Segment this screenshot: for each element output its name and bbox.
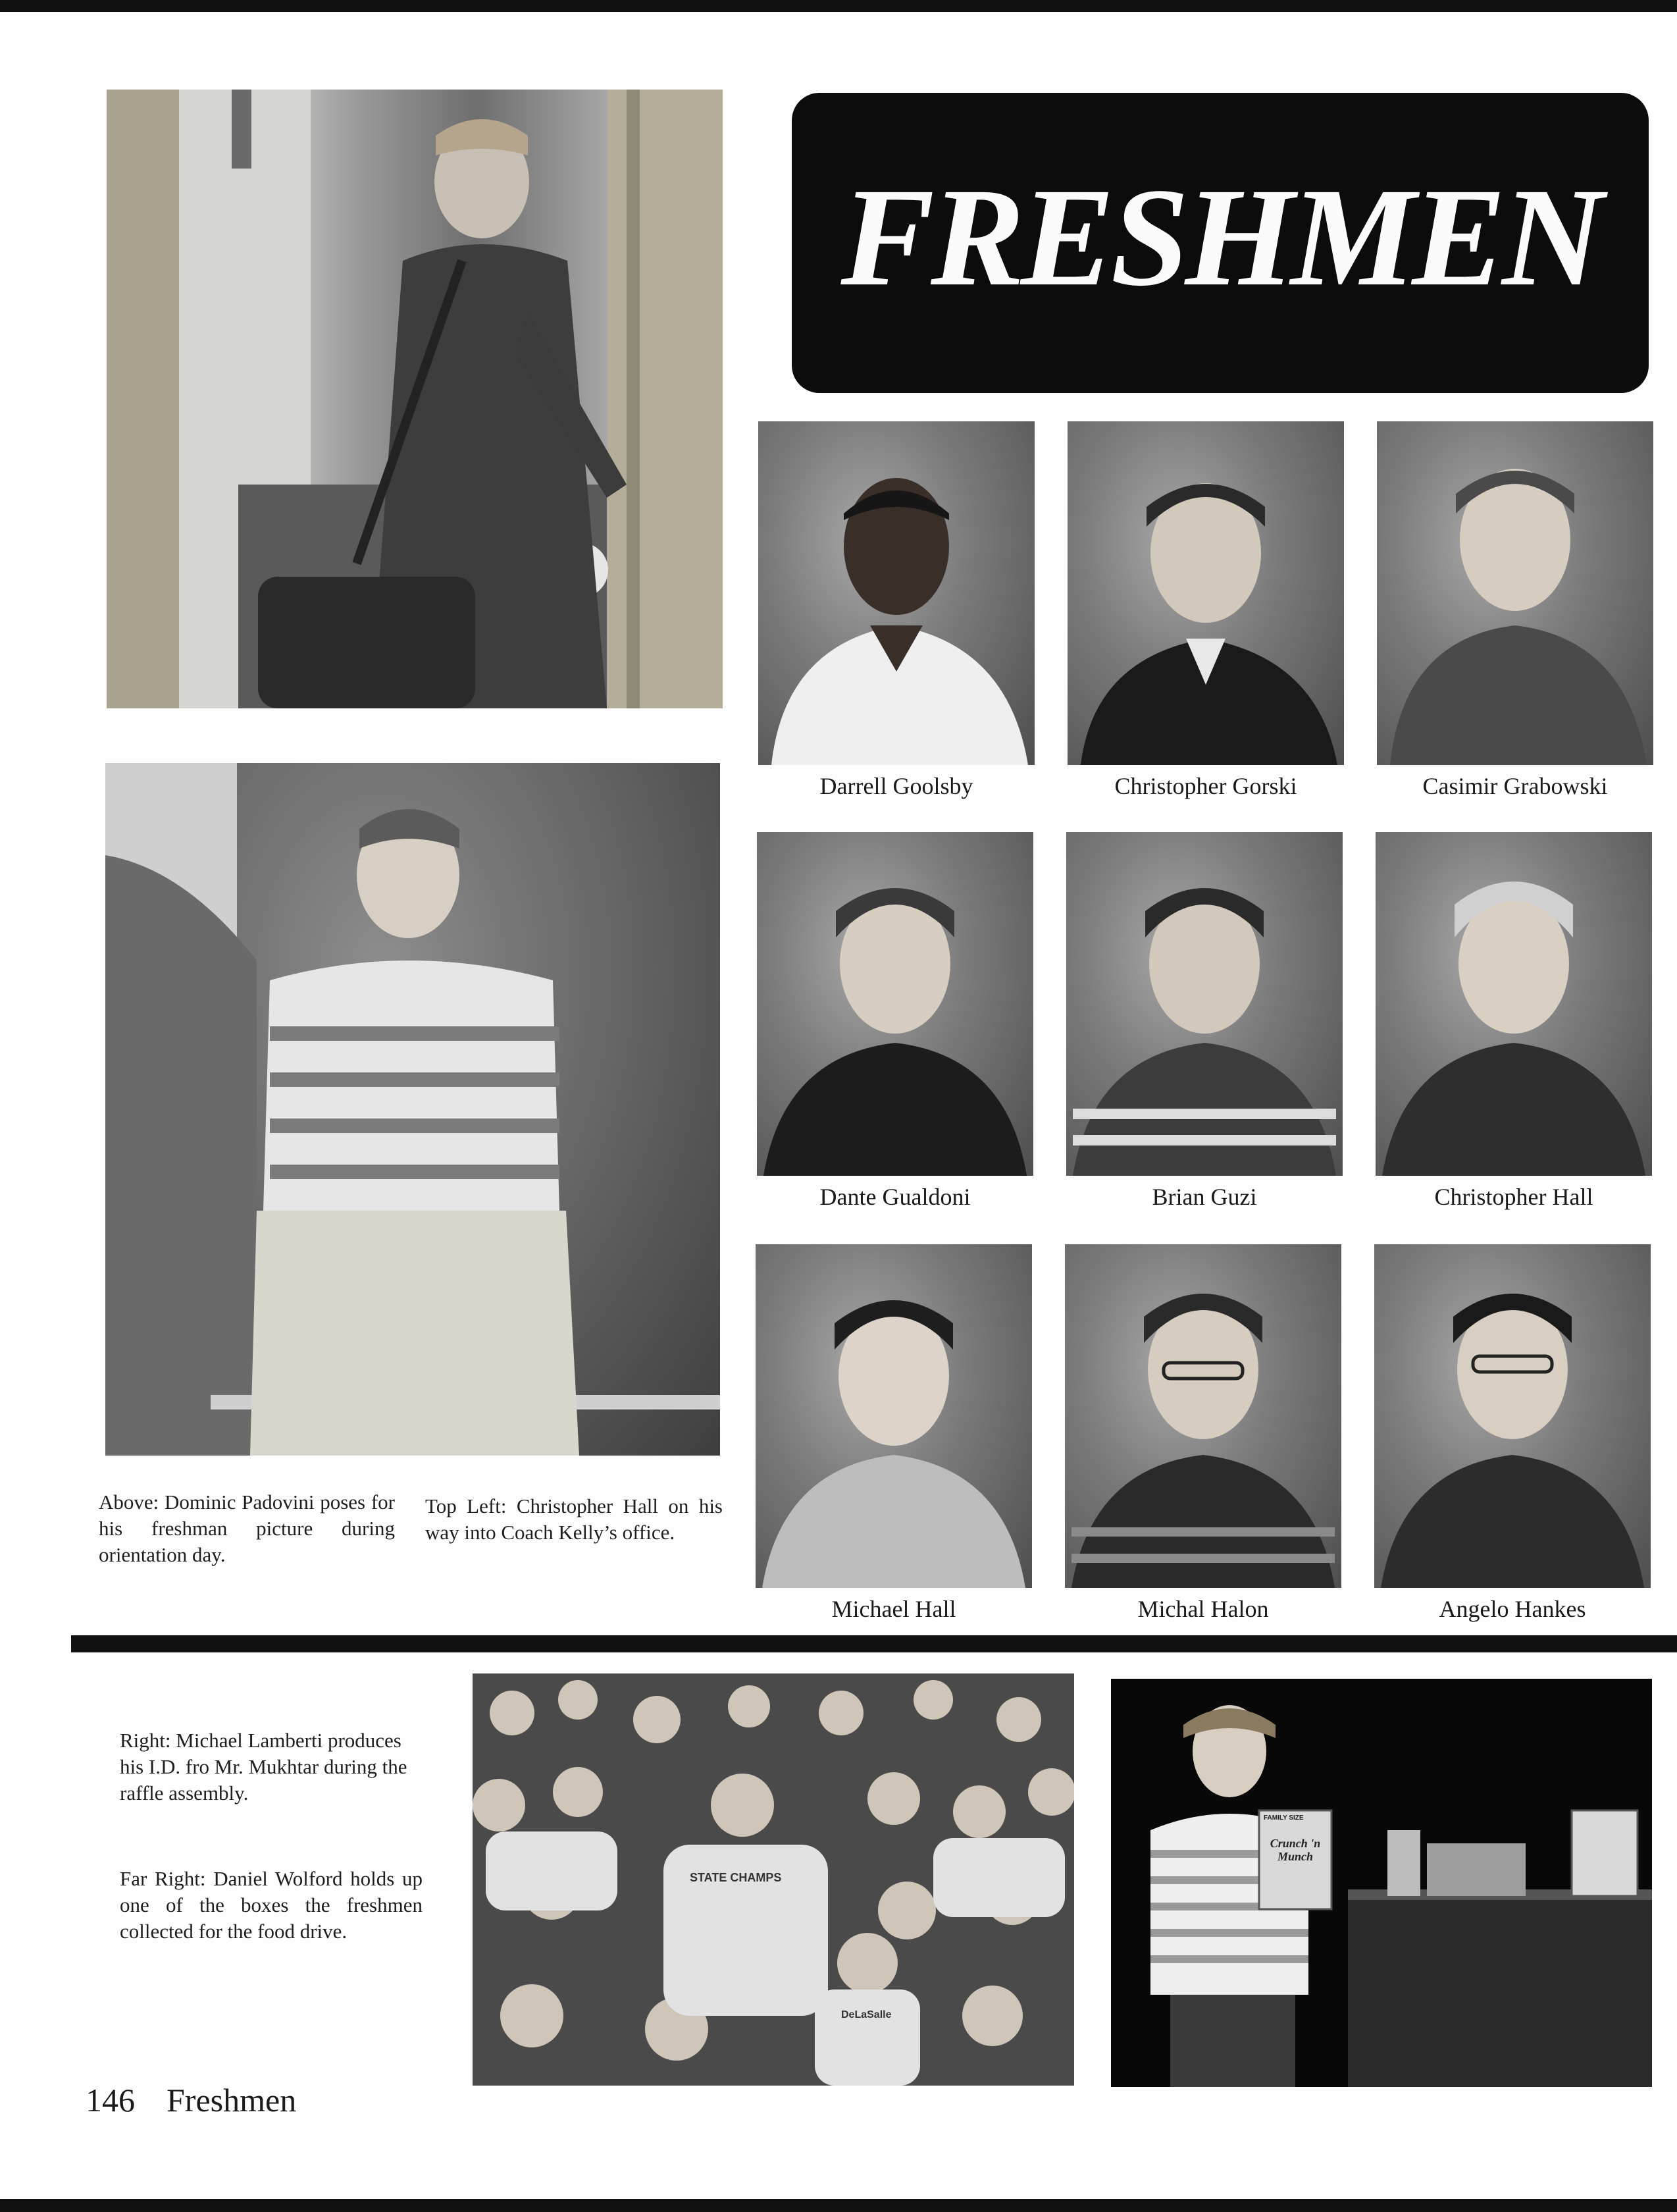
portrait-name: Christopher Hall — [1434, 1184, 1593, 1210]
portrait-name: Michal Halon — [1137, 1596, 1269, 1622]
portrait-photo — [756, 1244, 1032, 1588]
portrait-photo — [758, 421, 1035, 765]
bottom-edge-bar — [0, 2199, 1677, 2212]
page-title: FRESHMEN — [840, 159, 1600, 315]
portrait-photo — [1377, 421, 1653, 765]
page-section: Freshmen — [167, 2082, 297, 2119]
title-banner — [792, 93, 1649, 393]
portrait-photo — [1065, 1244, 1341, 1588]
portrait-name: Michael Hall — [831, 1596, 956, 1622]
section-divider — [71, 1635, 1677, 1652]
top-edge-bar — [0, 0, 1677, 12]
portrait-photo — [1376, 832, 1652, 1176]
portrait-name: Dante Gualdoni — [819, 1184, 971, 1210]
portrait-photo — [1066, 832, 1343, 1176]
page-footer — [86, 2079, 480, 2121]
portrait-name: Darrell Goolsby — [819, 773, 973, 799]
portrait-photo — [757, 832, 1033, 1176]
caption-above: Above: Dominic Padovini poses for his freshman picture during orientation day. — [99, 1490, 395, 1566]
box-brand-top: FAMILY SIZE — [1264, 1814, 1304, 1822]
box-brand: Crunch 'n Munch — [1270, 1837, 1321, 1863]
page-number: 146 — [86, 2082, 135, 2119]
photo-raffle-assembly — [473, 1673, 1074, 2086]
portrait-photo — [1068, 421, 1344, 765]
photo-christopher-hall-doorway — [107, 90, 723, 708]
shirt-delasalle: DeLaSalle — [841, 2009, 892, 2020]
portrait-name: Brian Guzi — [1152, 1184, 1257, 1210]
photo-food-drive — [1111, 1679, 1652, 2087]
photo-dominic-padovini — [105, 763, 720, 1456]
caption-right: Right: Michael Lamberti produces his I.D. fro Mr. Mukhtar during the raffle assembly. — [120, 1729, 407, 1804]
portrait-name: Christopher Gorski — [1114, 773, 1297, 799]
caption-top-left: Top Left: Christopher Hall on his way into Coach Kelly’s office. — [425, 1494, 723, 1544]
portrait-grid — [756, 421, 1657, 1626]
portrait-photo — [1374, 1244, 1651, 1588]
shirt-state-champs: STATE CHAMPS — [690, 1871, 782, 1884]
portrait-name: Angelo Hankes — [1439, 1596, 1586, 1622]
caption-far-right: Far Right: Daniel Wolford holds up one of the boxes the freshmen collected for the food drive. — [120, 1867, 423, 1943]
portrait-name: Casimir Grabowski — [1422, 773, 1608, 799]
